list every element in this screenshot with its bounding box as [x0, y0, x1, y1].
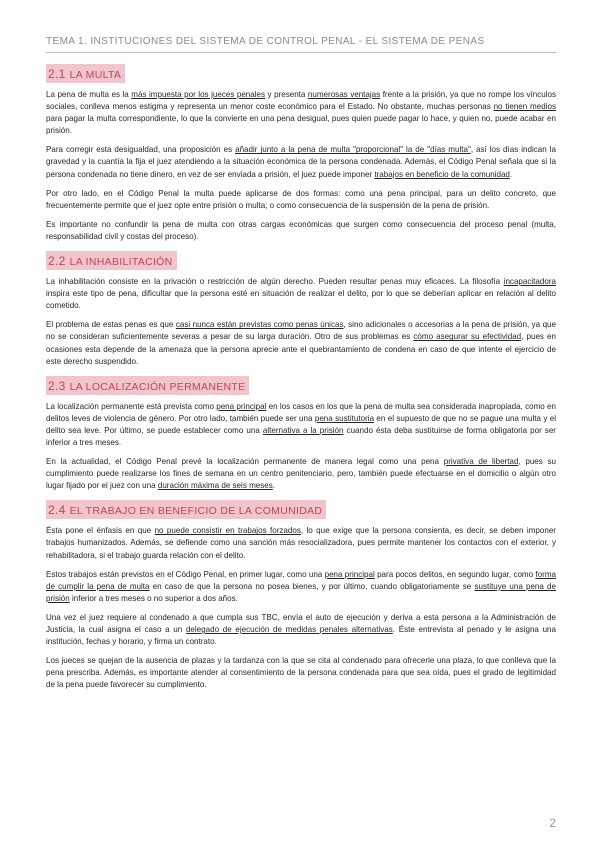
paragraph: Es importante no confundir la pena de multa con otras cargas económicas que surgen como consecuencia del proceso penal (multa, responsabilidad civil y costas del proceso). [46, 219, 556, 241]
paragraph: La inhabilitación consiste en la privación o restricción de algún derecho. Pueden resultar penas muy eficaces. La filosofía incapacitadora inspira este tipo de pena, dificultar que la persona esté en situación de realizar el delito, por lo que se deberían aplicar en relación al delito cometido. [46, 277, 556, 311]
underlined-key-phrase: forma de cumplir la pena de multa [46, 569, 556, 591]
underlined-key-phrase: pena principal [324, 569, 375, 579]
section-heading [46, 500, 326, 519]
section-number: 2.2 [48, 254, 66, 269]
section-heading [46, 376, 249, 395]
document-body [46, 63, 556, 698]
paragraph: En la actualidad, el Código Penal prevé la localización permanente de manera legal como una pena privativa de libertad, pues su cumplimiento puede realizarse los fines de semana en un centro penitenciario, pero, también puede efectuarse en el domicilio o algún otro lugar fijado por el juez con una duración máxima de seis meses. [46, 457, 557, 491]
running-header: TEMA 1. INSTITUCIONES DEL SISTEMA DE CONTROL PENAL - EL SISTEMA DE PENAS [46, 36, 485, 47]
underlined-key-phrase: trabajos en beneficio de la comunidad [374, 169, 510, 179]
paragraph: El problema de estas penas es que casi nunca están previstas como penas únicas, sino adicionales o accesorias a la pena de prisión, ya que no se consideran suficientemente severas a pesar de su larga duración. Otro de sus problemas es cómo asegurar su efectividad, pues en ocasiones esta depende de la amenaza que la persona aprecie ante el quebrantamiento de condena en caso de que intente el ejercicio de este derecho suspendido. [46, 320, 556, 366]
section-number: 2.3 [48, 378, 66, 393]
underlined-key-phrase: duración máxima de seis meses [157, 481, 273, 491]
paragraph: Estos trabajos están previstos en el Código Penal, en primer lugar, como una pena principal para pocos delitos, en segundo lugar, como forma de cumplir la pena de multa en caso de que la persona no posea bienes, y por último, cuando obligatoriamente se sustituye una pena de prisión inferior a tres meses o no superior a dos años. [46, 569, 556, 603]
section-number: 2.4 [48, 503, 66, 518]
section-title: LA INHABILITACIÓN [69, 256, 173, 269]
underlined-key-phrase: alternativa a la prisión [262, 425, 344, 435]
underlined-key-phrase: numerosas ventajas [307, 90, 381, 99]
paragraph: Para corregir esta desigualdad, una proposición es añadir junto a la pena de multa "proporcional" la de "días multa", así los días indican la gravedad y la cuantía la fija el juez atendiendo a la situación económica de la persona condenada. Además, el Código Penal señala que si la persona condenada no tiene dinero, en vez de ser enviada a prisión, el juez puede imponer trabajos en beneficio de la comunidad. [46, 145, 556, 179]
underlined-key-phrase: sustituye una pena de prisión [46, 581, 556, 603]
paragraph: La localización permanente está prevista como pena principal en los casos en los que la pena de multa sea considerada inapropiada, como en delitos leves de violencia de género. Por otro lado, también puede ser una pena sustitutoria en el supuesto de que no se pague una multa y el delito sea leve. Por último, se puede establecer como una alternativa a la prisión cuando ésta deba sustituirse de forma obligatoria por ser inferior a tres meses. [46, 401, 556, 447]
underlined-key-phrase: cómo asegurar su efectividad [413, 332, 522, 342]
section-title: LA LOCALIZACIÓN PERMANENTE [69, 380, 246, 393]
section-title: LA MULTA [69, 69, 122, 81]
page-number: 2 [549, 816, 556, 830]
underlined-key-phrase: incapacitadora [503, 277, 556, 287]
section-heading [46, 64, 125, 83]
underlined-key-phrase: añadir junto a la pena de multa "proporcional" la de "días multa" [235, 145, 471, 155]
underlined-key-phrase: pena sustitutoria [314, 413, 375, 423]
underlined-key-phrase: pena principal [216, 401, 267, 411]
underlined-key-phrase: más impuesta por los jueces penales [131, 90, 266, 99]
paragraph: La pena de multa es la más impuesta por los jueces penales y presenta numerosas ventajas frente a la prisión, ya que no rompe los vínculos sociales, conlleva menos estigma y representa un menor coste económico para el Estado. No obstante, muchas personas no tienen medios para pagar la multa correspondiente, lo que la convierte en una pena desigual, pues quien puede pagar lo hace, y quien no, puede acabar en prisión. [46, 90, 556, 136]
section-heading [46, 251, 177, 270]
header-divider [46, 52, 556, 53]
underlined-key-phrase: casi nunca están previstas como penas únicas [175, 320, 344, 330]
underlined-key-phrase: privativa de libertad [443, 457, 519, 467]
underlined-key-phrase: no tienen medios [493, 102, 556, 112]
paragraph: Una vez el juez requiere al condenado a que cumpla sus TBC, envía el auto de ejecución y deriva a esta persona a la Administración de Justicia, la cual asigna el caso a un delegado de ejecución de medidas penales alternativas. Éste entrevista al penado y le asigna una institución, fechas y horario, y firma un contrato. [46, 612, 556, 647]
underlined-key-phrase: no puede consistir en trabajos forzados [154, 526, 301, 536]
paragraph: Los jueces se quejan de la ausencia de plazas y la tardanza con la que se cita al condenado para ofrecerle una plaza, lo que conlleva que la pena prescriba. Además, es importante atender al consentimiento de la persona condenada para que sea oída, pues el grado de legitimidad de la pena puede favorecer su cumplimiento. [46, 656, 556, 690]
section-number: 2.1 [48, 67, 66, 81]
underlined-key-phrase: delegado de ejecución de medidas penales alternativas [185, 625, 393, 634]
section-title: EL TRABAJO EN BENEFICIO DE LA COMUNIDAD [69, 505, 323, 518]
paragraph: Ésta pone el énfasis en que no puede consistir en trabajos forzados, lo que exige que la persona consienta, es decir, se deben imponer trabajos humanizados. Además, se defiende como una sanción más resocializadora, pues permite mantener los contactos con el exterior, y rehabilitadora, si el trabajo guarda relación con el delito. [46, 526, 556, 560]
paragraph: Por otro lado, en el Código Penal la multa puede aplicarse de dos formas: como una pena principal, para un delito concreto, que frecuentemente permite que el juez opte entre prisión o multa; o como consecuencia de la suspensión de la pena de prisión. [46, 188, 556, 210]
